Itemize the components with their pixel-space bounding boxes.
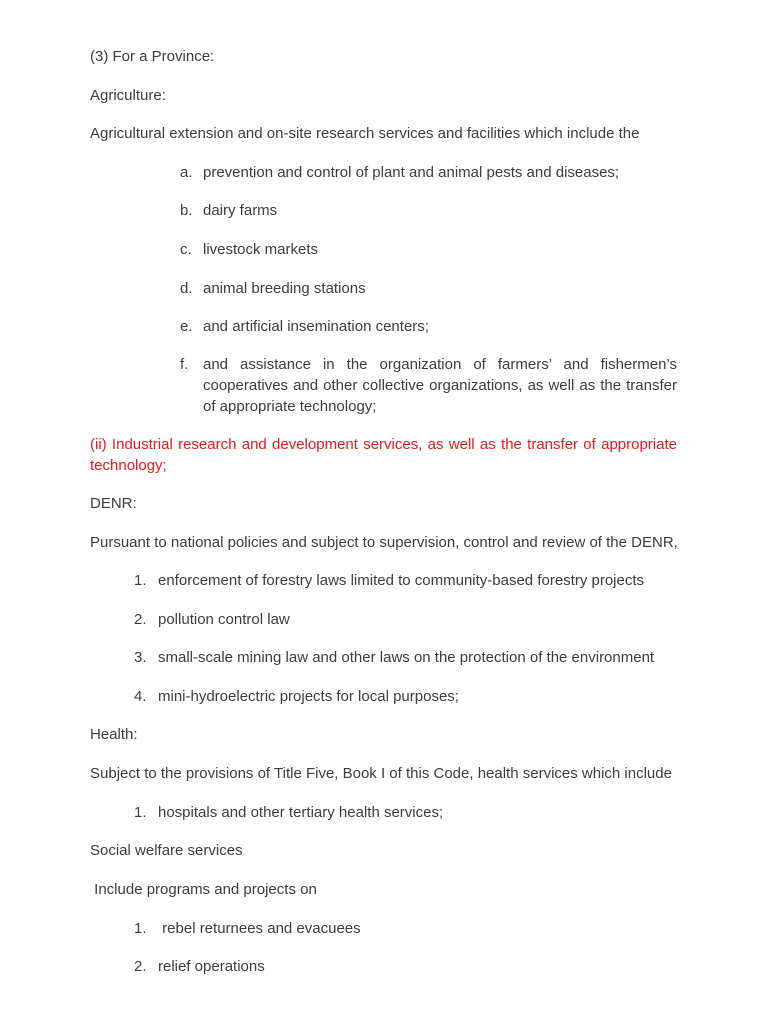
list-marker: e. — [180, 318, 193, 335]
list-marker: b. — [180, 202, 193, 219]
list-item-text: and artificial insemination centers; — [203, 318, 429, 335]
list-item-text: mini-hydroelectric projects for local purposes; — [158, 688, 459, 705]
list-marker: 1. — [134, 920, 147, 937]
list-item-text: prevention and control of plant and animal pests and diseases; — [203, 164, 620, 181]
list-marker: 2. — [134, 611, 147, 628]
list-marker: 1. — [134, 804, 147, 821]
list-item-text: small-scale mining law and other laws on the protection of the environment — [158, 649, 655, 666]
list-item-text: rebel returnees and evacuees — [158, 920, 361, 937]
list-item-text: relief operations — [158, 958, 265, 975]
list-item-text: livestock markets — [203, 241, 319, 258]
list-marker: 3. — [134, 649, 147, 666]
denr-intro: Pursuant to national policies and subject to supervision, control and review of the DENR, — [90, 534, 678, 551]
agriculture-heading: Agriculture: — [90, 87, 166, 104]
list-marker: 2. — [134, 958, 147, 975]
list-marker: 1. — [134, 572, 147, 589]
social-welfare-intro: Include programs and projects on — [90, 881, 317, 898]
list-item-text: and assistance in the organization of farmers’ and fishermen’s cooperatives and other collective organizations, as well as the transfer of appropriate technology; — [203, 356, 677, 415]
list-marker: d. — [180, 280, 193, 297]
list-item-text: enforcement of forestry laws limited to community-based forestry projects — [158, 572, 645, 589]
list-marker: a. — [180, 164, 193, 181]
denr-heading: DENR: — [90, 495, 137, 512]
industrial-research-paragraph: (ii) Industrial research and development services, as well as the transfer of appropriate technology; — [90, 436, 677, 474]
list-item-text: animal breeding stations — [203, 280, 366, 297]
province-heading: (3) For a Province: — [90, 48, 215, 65]
list-item-text: hospitals and other tertiary health services; — [158, 804, 444, 821]
agriculture-intro: Agricultural extension and on-site research services and facilities which include the — [90, 125, 640, 142]
health-heading: Health: — [90, 726, 138, 743]
list-marker: 4. — [134, 688, 147, 705]
list-marker: f. — [180, 356, 189, 373]
list-marker: c. — [180, 241, 192, 258]
list-item-text: dairy farms — [203, 202, 278, 219]
list-item-text: pollution control law — [158, 611, 290, 628]
social-welfare-heading: Social welfare services — [90, 842, 243, 859]
health-intro: Subject to the provisions of Title Five, Book I of this Code, health services which include — [90, 765, 672, 782]
